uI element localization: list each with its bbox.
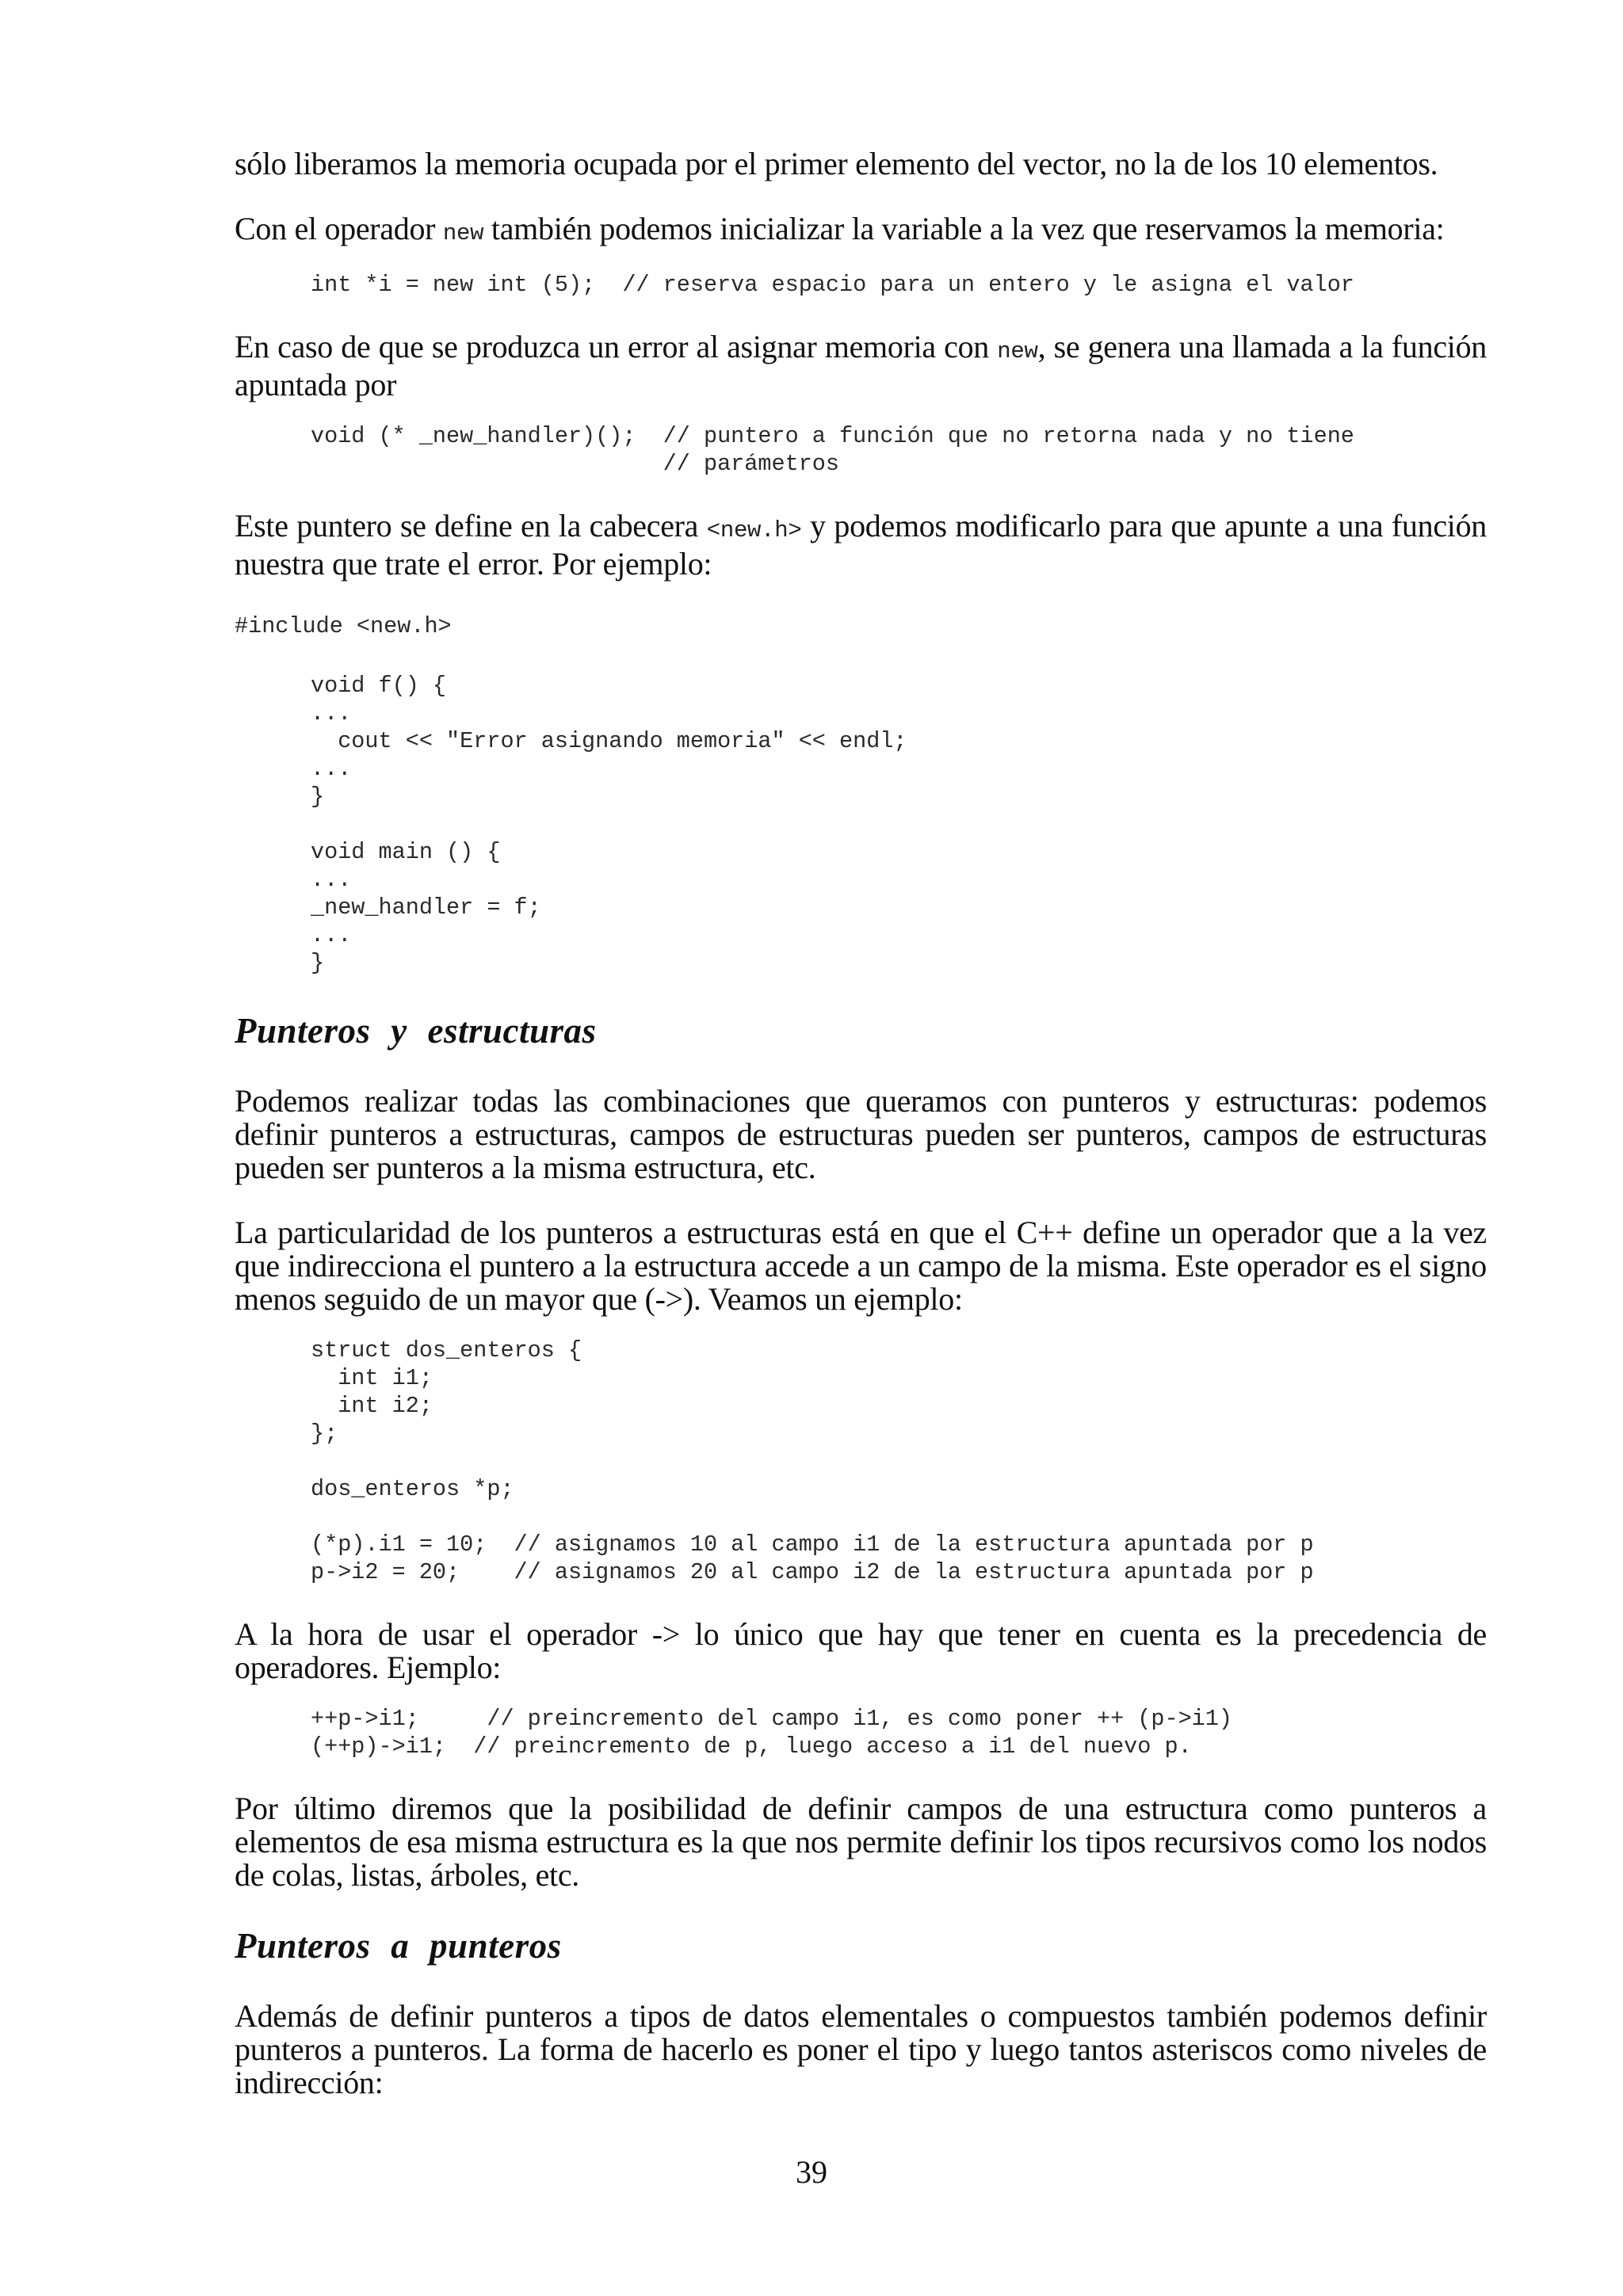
text-segment: , se genera una llamada a la función apuntada por	[235, 329, 1487, 402]
code-block-struct-example: struct dos_enteros { int i1; int i2; }; dos_enteros *p; (*p).i1 = 10; // asignamos 10 al campo i1 de la estructura apuntada por p p->i2 = 20; // asignamos 20 al campo i2 de la estructura apuntada por p	[311, 1337, 1314, 1585]
paragraph-pointer-to-pointer: Además de definir punteros a tipos de datos elementales o compuestos también podemos definir punteros a punteros. La forma de hacerlo es poner el tipo y luego tantos asteriscos como niveles de indirección:	[235, 1998, 1487, 2100]
paragraph-precedence: A la hora de usar el operador -> lo único que hay que tener en cuenta es la precedencia de operadores. Ejemplo:	[235, 1616, 1487, 1685]
code-block-new-int: int *i = new int (5); // reserva espacio para un entero y le asigna el valor	[311, 272, 1354, 298]
code-line-include: #include <new.h>	[235, 613, 452, 639]
code-block-precedence: ++p->i1; // preincremento del campo i1, es como poner ++ (p->i1) (++p)->i1; // preincremento de p, luego acceso a i1 del nuevo p.	[311, 1706, 1232, 1760]
paragraph-new-init	[235, 212, 1487, 250]
paragraph-alloc-error	[235, 330, 1487, 402]
paragraph-arrow-operator: La particularidad de los punteros a estructuras está en que el C++ define un operador que a la vez que indirecciona el puntero a la estructura accede a un campo de la misma. Este operador es el signo menos seguido de un mayor que (->). Veamos un ejemplo:	[235, 1215, 1487, 1317]
section-heading-punteros-a-punteros: Punteros a punteros	[235, 1926, 562, 1966]
paragraph-recursive-types: Por último diremos que la posibilidad de definir campos de una estructura como punteros a elementos de esa misma estructura es la que nos permite definir los tipos recursivos como los nodos de colas, listas, árboles, etc.	[235, 1791, 1487, 1893]
code-block-new-handler-decl: void (* _new_handler)(); // puntero a función que no retorna nada y no tiene // parámetros	[311, 423, 1354, 477]
inline-code-new: new	[442, 220, 484, 246]
page-number: 39	[796, 2154, 827, 2190]
inline-code-new-h: <new.h>	[706, 517, 802, 543]
code-block-handler-example: void f() { ... cout << "Error asignando memoria" << endl; ... } void main () { ... _new_handler = f; ... }	[311, 673, 907, 976]
text-segment: Con el operador	[235, 211, 443, 246]
text-segment: Este puntero se define en la cabecera	[235, 508, 707, 543]
paragraph-header-new	[235, 509, 1487, 581]
inline-code-new: new	[997, 338, 1038, 364]
paragraph-combinations: Podemos realizar todas las combinaciones que queramos con punteros y estructuras: podemos definir punteros a estructuras, campos de estructuras pueden ser punteros, campos de estructuras pueden ser punteros a la misma estructura, etc.	[235, 1083, 1487, 1185]
document-page	[235, 147, 1487, 2100]
section-heading-punteros-estructuras: Punteros y estructuras	[235, 1011, 597, 1051]
text-segment: En caso de que se produzca un error al asignar memoria con	[235, 329, 998, 364]
text-segment: y podemos modificarlo para que apunte a una función nuestra que trate el error. Por ejemplo:	[235, 508, 1487, 582]
text-segment: también podemos inicializar la variable a la vez que reservamos la memoria:	[483, 211, 1445, 246]
paragraph-free-memory: sólo liberamos la memoria ocupada por el primer elemento del vector, no la de los 10 elementos.	[235, 146, 1438, 181]
